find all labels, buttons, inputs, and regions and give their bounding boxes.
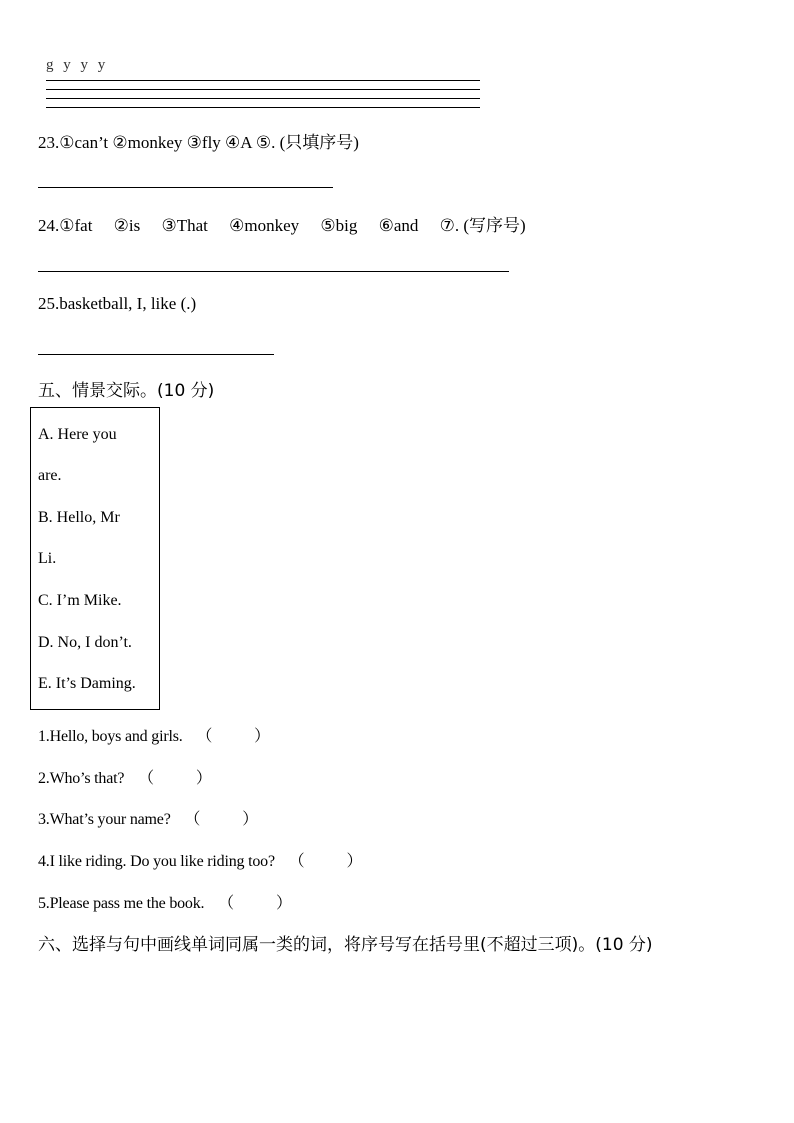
option-c: C. I’m Mike. (38, 592, 122, 609)
dialog-text: 2.Who’s that? (38, 770, 125, 787)
answer-paren-open[interactable]: （ (138, 770, 154, 787)
question-body: basketball, I, like (.) (59, 294, 197, 313)
dialog-item-3 (38, 806, 258, 829)
answer-line-23[interactable] (38, 187, 333, 188)
answer-paren-open[interactable]: （ (184, 811, 201, 828)
dialog-item-2 (38, 765, 212, 788)
question-24 (38, 211, 526, 236)
dialog-text: 4.I like riding. Do you like riding too? (38, 853, 275, 870)
question-number: 23. (38, 133, 60, 152)
question-25 (38, 294, 196, 314)
dialog-text: 3.What’s your name? (38, 811, 171, 828)
question-number: 24. (38, 216, 60, 235)
answer-paren-open[interactable]: （ (196, 728, 213, 745)
question-body: ①can’t ②monkey ③fly ④A ⑤. (只填序号) (59, 133, 359, 152)
question-23 (38, 128, 359, 153)
answer-paren-open[interactable]: （ (288, 853, 305, 870)
answer-paren-open[interactable]: （ (218, 895, 234, 912)
option-d: D. No, I don’t. (38, 634, 132, 651)
question-body: ①fat ②is ③That ④monkey ⑤big ⑥and ⑦. (写序号) (59, 216, 526, 235)
option-e: E. It’s Daming. (38, 675, 136, 692)
writing-line (46, 98, 480, 99)
dialog-item-4 (38, 848, 362, 871)
option-a-line2: are. (38, 467, 62, 484)
cropped-text: g y y y (46, 57, 109, 73)
option-b-line1: B. Hello, Mr (38, 509, 120, 526)
section-heading-5: 五、情景交际。(10 分) (38, 381, 215, 401)
option-b-line2: Li. (38, 550, 57, 567)
question-number: 25. (38, 294, 60, 313)
dialog-text: 5.Please pass me the book. (38, 895, 205, 912)
dialog-text: 1.Hello, boys and girls. (38, 728, 183, 745)
dialog-item-5 (38, 890, 292, 913)
writing-line (46, 89, 480, 90)
writing-line (46, 80, 480, 81)
answer-paren-close: ） (275, 895, 292, 912)
answer-paren-close: ） (254, 728, 270, 745)
option-a-line1: A. Here you (38, 426, 117, 443)
cropped-line-text (46, 57, 480, 78)
writing-line (46, 107, 480, 108)
answer-paren-close: ） (195, 770, 212, 787)
answer-paren-close: ） (346, 853, 363, 870)
answer-line-24[interactable] (38, 271, 509, 272)
section-heading-6: 六、选择与句中画线单词同属一类的词，将序号写在括号里(不超过三项)。(10 分) (38, 935, 653, 955)
answer-paren-close: ） (242, 811, 259, 828)
answer-line-25[interactable] (38, 354, 274, 355)
dialog-item-1 (38, 723, 270, 746)
